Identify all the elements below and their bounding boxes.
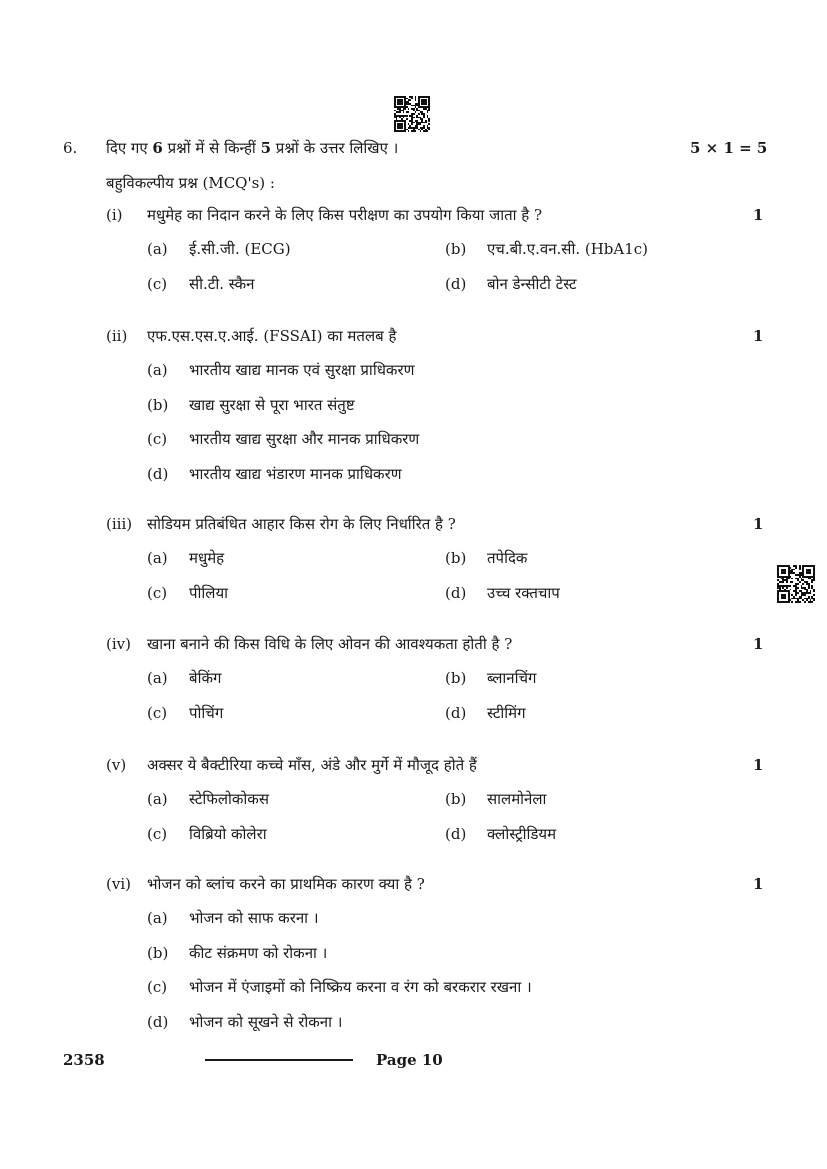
option-text: भारतीय खाद्य सुरक्षा और मानक प्राधिकरण (189, 430, 420, 448)
option-label: (b) (147, 395, 169, 414)
page-number: Page 10 (376, 1051, 443, 1069)
option-label: (d) (147, 1012, 169, 1031)
option-text: भोजन को साफ करना । (189, 909, 319, 927)
option-label: (a) (147, 909, 168, 927)
option-text: भोजन को सूखने से रोकना । (189, 1012, 343, 1031)
option-label: (c) (147, 825, 168, 843)
option-label: (b) (147, 943, 169, 962)
option-label: (c) (147, 275, 168, 293)
qr-code-side (777, 565, 815, 603)
option-text: तपेदिक (487, 549, 528, 567)
instruction-pre: दिए गए (106, 139, 153, 157)
qr-code-top (394, 96, 430, 132)
option-text: भोजन में एंजाइमों को निष्क्रिय करना व रंग को बरकरार रखना । (189, 978, 532, 996)
mcq-question-text: खाना बनाने की किस विधि के लिए ओवन की आवश्यकता होती है ? (147, 635, 513, 653)
option-label: (b) (445, 240, 467, 258)
instruction-count-total: 6 (152, 139, 163, 157)
option-label: (a) (147, 240, 168, 258)
option-text: सी.टी. स्कैन (189, 275, 255, 293)
option-label: (b) (445, 549, 467, 567)
footer-divider (205, 1059, 353, 1061)
mcq-marks: 1 (753, 327, 764, 345)
option-label: (c) (147, 430, 168, 448)
mcq-question-text: मधुमेह का निदान करने के लिए किस परीक्षण का उपयोग किया जाता है ? (147, 206, 543, 224)
option-text: पीलिया (189, 584, 229, 602)
question-instruction (106, 138, 398, 158)
question-number: 6. (63, 139, 78, 157)
option-text: मधुमेह (189, 549, 225, 567)
instruction-post: प्रश्नों के उत्तर लिखिए । (271, 139, 399, 157)
option-label: (b) (445, 790, 467, 808)
option-label: (d) (445, 275, 467, 293)
option-label: (a) (147, 790, 168, 808)
option-label: (a) (147, 361, 168, 379)
option-text: पोचिंग (189, 704, 224, 722)
mcq-question-text: भोजन को ब्लांच करने का प्राथमिक कारण क्या है ? (147, 875, 425, 893)
option-text: ब्लानचिंग (487, 669, 537, 687)
option-text: स्टीमिंग (487, 704, 526, 722)
option-text: स्टेफिलोकोकस (189, 790, 269, 808)
option-label: (c) (147, 704, 168, 722)
mcq-number: (v) (106, 756, 127, 774)
option-text: कीट संक्रमण को रोकना । (189, 943, 328, 962)
option-text: भारतीय खाद्य मानक एवं सुरक्षा प्राधिकरण (189, 361, 415, 379)
option-label: (d) (445, 704, 467, 722)
option-label: (a) (147, 669, 168, 687)
mcq-number: (iv) (106, 635, 131, 653)
instruction-mid: प्रश्नों में से किन्हीं (162, 139, 261, 157)
option-text: ई.सी.जी. (ECG) (189, 240, 291, 258)
option-text: सालमोनेला (487, 790, 547, 808)
option-text: बेकिंग (189, 669, 222, 687)
paper-code: 2358 (63, 1051, 105, 1069)
mcq-number: (vi) (106, 875, 131, 893)
option-label: (c) (147, 584, 168, 602)
mcq-number: (ii) (106, 327, 128, 345)
mcq-marks: 1 (753, 875, 764, 893)
instruction-count-answer: 5 (260, 139, 272, 157)
mcq-marks: 1 (753, 515, 764, 533)
marks-total: 5 × 1 = 5 (690, 139, 768, 157)
mcq-question-text: एफ.एस.एस.ए.आई. (FSSAI) का मतलब है (147, 327, 397, 345)
option-text: बोन डेन्सीटी टेस्ट (487, 275, 577, 293)
mcq-question-text: सोडियम प्रतिबंधित आहार किस रोग के लिए निर्धारित है ? (147, 515, 456, 533)
option-label: (d) (147, 464, 169, 483)
option-label: (b) (445, 669, 467, 687)
option-label: (d) (445, 584, 467, 602)
option-label: (c) (147, 978, 168, 996)
option-label: (a) (147, 549, 168, 567)
section-label: बहुविकल्पीय प्रश्न (MCQ's) : (106, 174, 275, 192)
mcq-number: (iii) (106, 515, 133, 533)
mcq-number: (i) (106, 206, 123, 224)
mcq-marks: 1 (753, 206, 764, 224)
option-text: एच.बी.ए.वन.सी. (HbA1c) (487, 240, 649, 258)
mcq-marks: 1 (753, 635, 764, 653)
option-text: उच्च रक्तचाप (487, 584, 560, 602)
option-text: विब्रियो कोलेरा (189, 825, 267, 843)
option-text: क्लोस्ट्रीडियम (487, 825, 557, 843)
mcq-marks: 1 (753, 756, 764, 774)
option-text: भारतीय खाद्य भंडारण मानक प्राधिकरण (189, 464, 402, 483)
option-label: (d) (445, 825, 467, 843)
option-text: खाद्य सुरक्षा से पूरा भारत संतुष्ट (189, 395, 355, 414)
mcq-question-text: अक्सर ये बैक्टीरिया कच्चे माँस, अंडे और मुर्गे में मौजूद होते हैं (147, 756, 477, 774)
